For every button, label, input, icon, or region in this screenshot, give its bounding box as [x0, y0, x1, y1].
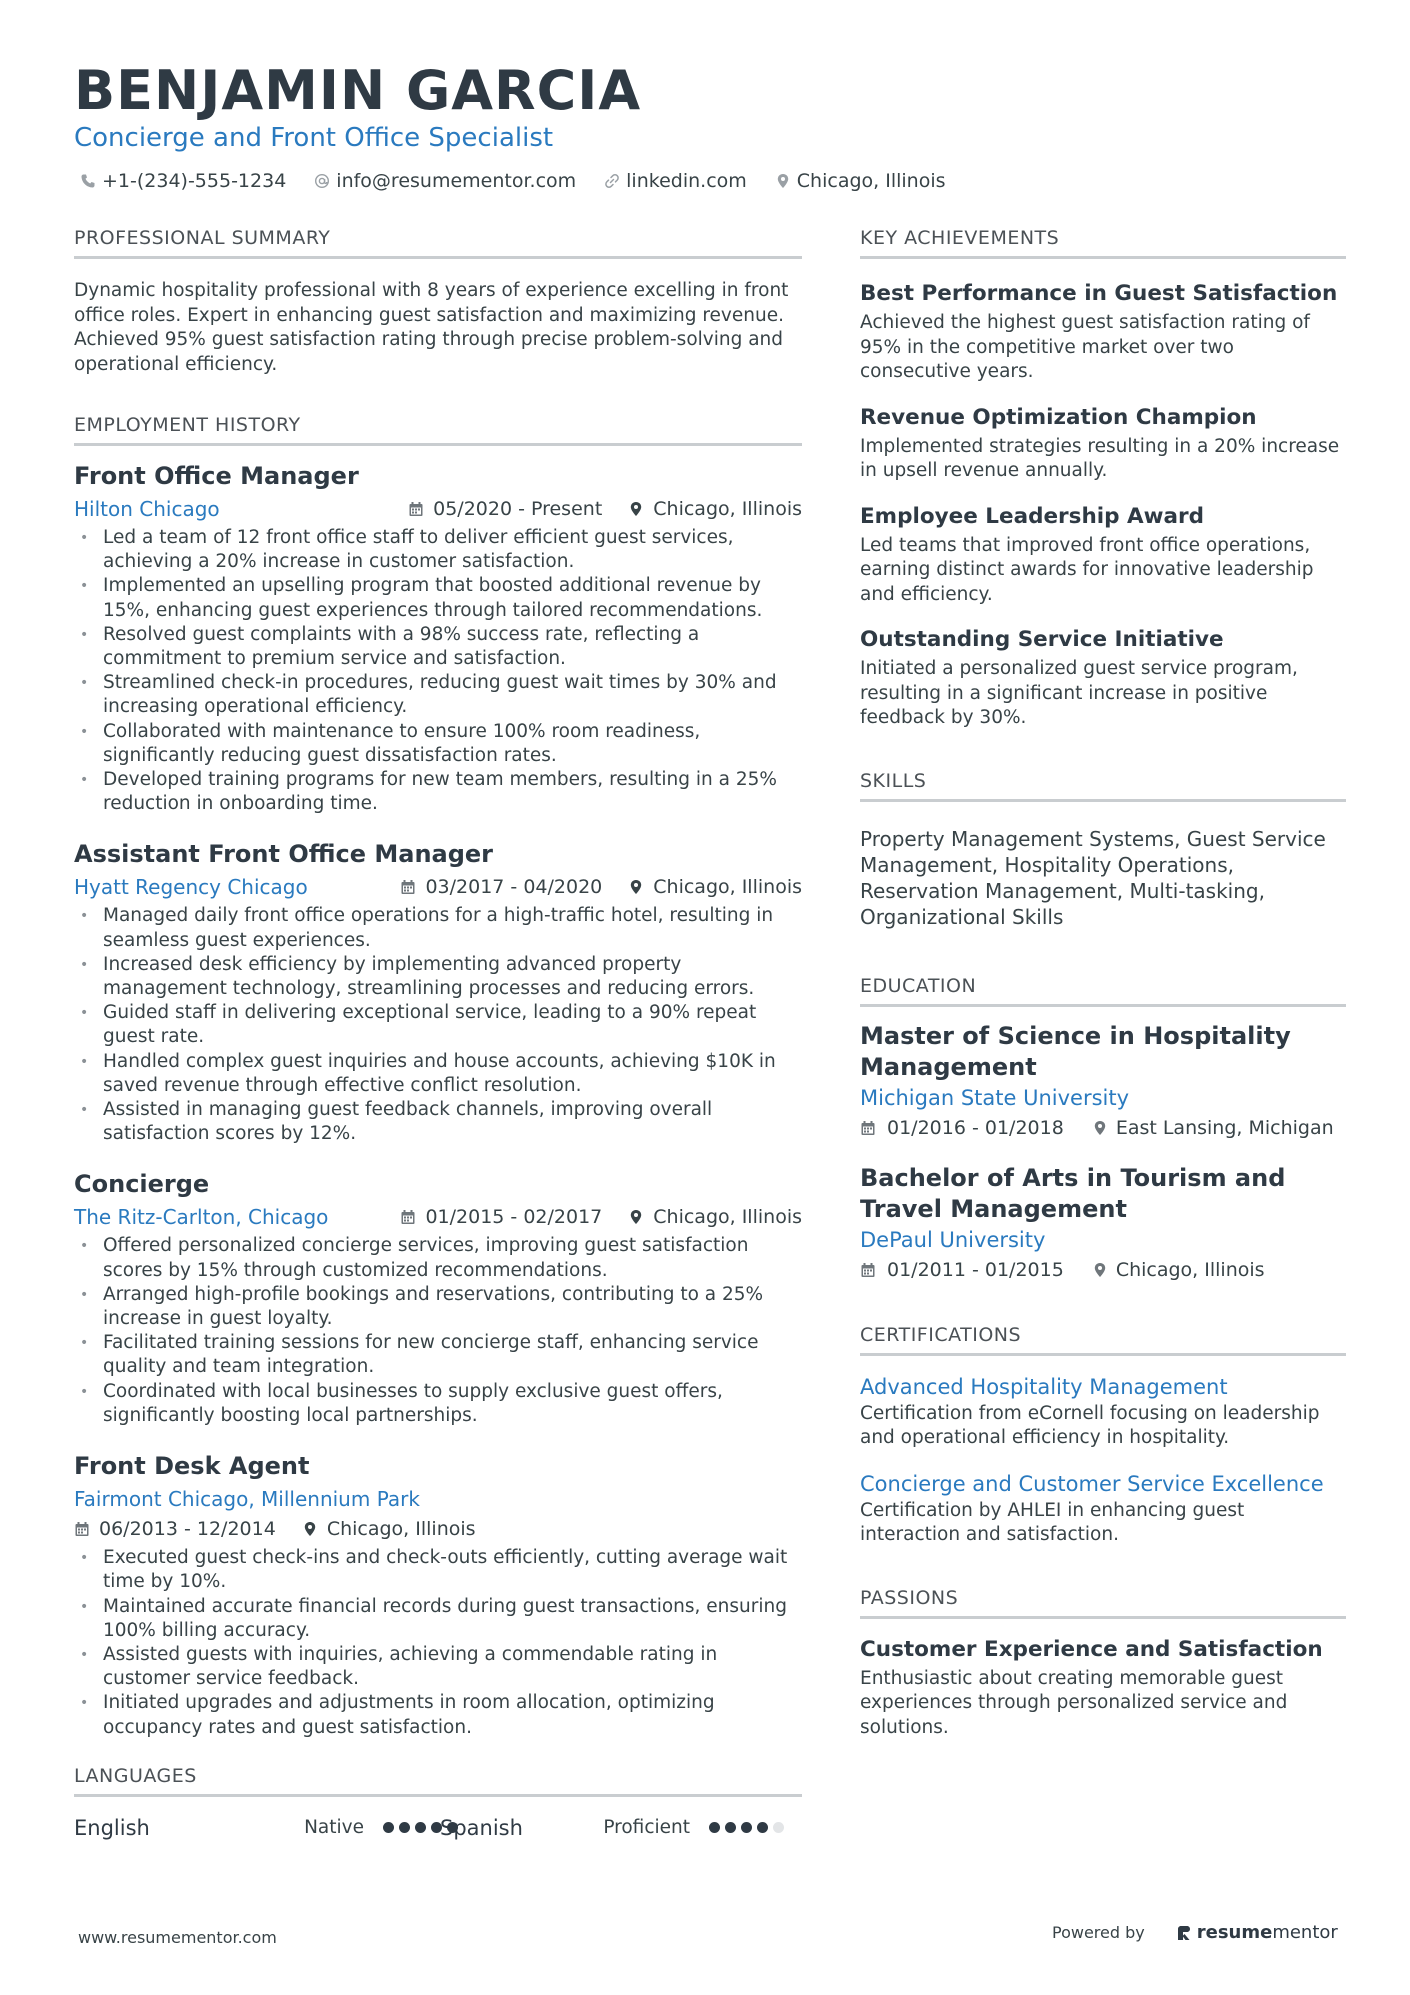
calendar-icon [400, 1209, 416, 1225]
achievement-text: Achieved the highest guest satisfaction rating of 95% in the competitive market over two consecutive years. [860, 312, 1310, 382]
job-title: Front Office Manager [74, 462, 359, 490]
job-bullet: • Led a team of 12 front office staff to deliver efficient guest services, achieving a 20% increase in customer satisfaction. [74, 526, 802, 574]
job-bullet: • Streamlined check-in procedures, reducing guest wait times by 30% and increasing operational efficiency. [74, 671, 802, 719]
language-item [440, 1813, 784, 1843]
job-meta [74, 1514, 802, 1544]
rating-dot-empty [773, 1822, 784, 1833]
achievement-text: Initiated a personalized guest service program, resulting in a significant increase in positive feedback by 30%. [860, 658, 1298, 728]
job-dates [400, 872, 602, 902]
job-entry [74, 1168, 802, 1428]
certification-item [860, 1372, 1346, 1451]
job-bullet: • Assisted in managing guest feedback channels, improving overall satisfaction scores by 12%. [74, 1098, 802, 1146]
rating-dot-filled [383, 1822, 394, 1833]
languages-heading: LANGUAGES [74, 1764, 802, 1797]
education-school: DePaul University [860, 1227, 1046, 1252]
right-column [860, 226, 1346, 1776]
job-bullet: • Increased desk efficiency by implementing advanced property management technology, streamlining processes and reducing errors. [74, 953, 802, 1001]
certification-title: Advanced Hospitality Management [860, 1374, 1228, 1399]
job-bullet: • Maintained accurate financial records during guest transactions, ensuring 100% billing accuracy. [74, 1595, 802, 1643]
certification-title: Concierge and Customer Service Excellence [860, 1471, 1324, 1496]
education-dates [860, 1113, 1064, 1143]
achievements-section [860, 226, 1346, 731]
job-meta [408, 494, 802, 524]
footer-powered [1052, 1922, 1338, 1943]
certifications-heading: CERTIFICATIONS [860, 1323, 1346, 1356]
job-title: Concierge [74, 1170, 210, 1199]
achievement-item [860, 625, 1346, 731]
resumementor-logo-icon [1175, 1924, 1193, 1942]
job-bullet: • Managed daily front office operations for a high-traffic hotel, resulting in seamless guest experiences. [74, 904, 802, 952]
language-level: Proficient [603, 1816, 690, 1838]
rating-dot-filled [415, 1822, 426, 1833]
language-name: Spanish [440, 1815, 523, 1840]
job-dates-text: 06/2013 - 12/2014 [99, 1518, 276, 1541]
achievement-title: Outstanding Service Initiative [860, 627, 1224, 652]
job-entry [74, 838, 802, 1146]
contact-email[interactable] [314, 168, 576, 194]
job-bullet: • Implemented an upselling program that boosted additional revenue by 15%, enhancing guest experiences through tailored recommendations. [74, 574, 802, 622]
passion-item [860, 1635, 1346, 1741]
education-location [1092, 1113, 1334, 1143]
achievement-title: Revenue Optimization Champion [860, 404, 1257, 430]
job-location-text: Chicago, Illinois [653, 876, 802, 899]
job-location-text: Chicago, Illinois [326, 1518, 476, 1541]
achievement-title: Best Performance in Guest Satisfaction [860, 281, 1338, 306]
job-location [628, 872, 802, 902]
job-entry [74, 1450, 802, 1740]
skills-heading: SKILLS [860, 769, 1346, 802]
location-icon [628, 1209, 644, 1225]
education-item [860, 1163, 1346, 1285]
certification-text: Certification from eCornell focusing on leadership and operational efficiency in hospitality. [860, 1402, 1320, 1448]
location-icon [1092, 1120, 1108, 1136]
language-item [74, 1813, 458, 1843]
rating-dot-filled [741, 1822, 752, 1833]
email-icon [314, 173, 330, 189]
achievement-text: Led teams that improved front office operations, earning distinct awards for innovative leadership and efficiency. [860, 534, 1314, 605]
calendar-icon [408, 501, 424, 517]
job-bullets [74, 904, 802, 1146]
education-school: Michigan State University [860, 1085, 1130, 1110]
job-bullet: • Initiated upgrades and adjustments in room allocation, optimizing occupancy rates and guest satisfaction. [74, 1691, 802, 1739]
certification-item [860, 1469, 1346, 1548]
job-dates [400, 1202, 602, 1232]
summary-section [74, 226, 802, 377]
job-bullet: • Offered personalized concierge services, improving guest satisfaction scores by 15% through customized recommendations. [74, 1234, 802, 1282]
achievement-text: Implemented strategies resulting in a 20% increase in upsell revenue annually. [860, 435, 1340, 481]
left-column [74, 226, 802, 1879]
contact-linkedin-text: linkedin.com [626, 170, 747, 192]
education-item [860, 1021, 1346, 1143]
candidate-name: BENJAMIN GARCIA [74, 59, 642, 122]
powered-by-label: Powered by [1052, 1923, 1145, 1942]
company-name: Hilton Chicago [74, 497, 220, 521]
contact-linkedin[interactable] [604, 168, 747, 194]
education-meta [860, 1255, 1346, 1285]
job-dates-text: 01/2015 - 02/2017 [425, 1206, 603, 1229]
calendar-icon [74, 1521, 90, 1537]
education-dates-text: 01/2016 - 01/2018 [887, 1116, 1064, 1139]
location-icon [628, 879, 644, 895]
job-bullets [74, 1234, 802, 1428]
job-title: Front Desk Agent [74, 1452, 310, 1481]
education-location [1092, 1255, 1265, 1285]
education-dates-text: 01/2011 - 01/2015 [887, 1258, 1064, 1281]
education-location-text: Chicago, Illinois [1115, 1258, 1265, 1281]
job-bullets [74, 1546, 802, 1740]
languages-section [74, 1764, 802, 1843]
company-name: Hyatt Regency Chicago [74, 875, 308, 900]
passions-section [860, 1586, 1346, 1741]
contact-email-text: info@resumementor.com [336, 170, 577, 192]
education-heading: EDUCATION [860, 974, 1346, 1007]
contact-phone [80, 168, 286, 194]
calendar-icon [860, 1262, 876, 1278]
job-bullet: • Arranged high-profile bookings and reservations, contributing to a 25% increase in guest loyalty. [74, 1283, 802, 1331]
summary-heading: PROFESSIONAL SUMMARY [74, 226, 802, 259]
job-location-text: Chicago, Illinois [653, 498, 802, 520]
passions-heading: PASSIONS [860, 1586, 1346, 1619]
education-section [860, 974, 1346, 1285]
education-degree: Master of Science in Hospitality Management [860, 1021, 1291, 1081]
language-rating [704, 1822, 784, 1833]
job-location [628, 1202, 802, 1232]
language-list [74, 1813, 802, 1843]
contact-location [775, 168, 946, 194]
job-info-row [74, 1484, 802, 1514]
rating-dot-filled [725, 1822, 736, 1833]
job-bullets [74, 526, 802, 816]
job-dates [74, 1514, 276, 1544]
company-name: Fairmont Chicago, Millennium Park [74, 1487, 420, 1512]
rating-dot-filled [709, 1822, 720, 1833]
passion-title: Customer Experience and Satisfaction [860, 1636, 1323, 1662]
job-bullet: • Facilitated training sessions for new concierge staff, enhancing service quality and team integration. [74, 1331, 802, 1379]
location-icon [1092, 1262, 1108, 1278]
education-meta [860, 1113, 1346, 1143]
job-entry [74, 460, 802, 816]
job-info-row [74, 1202, 802, 1232]
job-bullet: • Developed training programs for new team members, resulting in a 25% reduction in onboarding time. [74, 768, 802, 816]
achievement-title: Employee Leadership Award [860, 503, 1204, 529]
job-location [628, 494, 802, 524]
location-icon [302, 1521, 318, 1537]
job-bullet: • Resolved guest complaints with a 98% success rate, reflecting a commitment to premium service and satisfaction. [74, 623, 802, 671]
job-dates [408, 494, 602, 524]
location-icon [628, 501, 644, 517]
certification-text: Certification by AHLEI in enhancing guest interaction and satisfaction. [860, 1499, 1245, 1545]
calendar-icon [400, 879, 416, 895]
job-location-text: Chicago, Illinois [653, 1206, 802, 1229]
job-bullet: • Collaborated with maintenance to ensure 100% room readiness, significantly reducing guest dissatisfaction rates. [74, 720, 802, 768]
education-location-text: East Lansing, Michigan [1115, 1116, 1334, 1139]
employment-heading: EMPLOYMENT HISTORY [74, 413, 802, 446]
brand-text-part1: resume [1196, 1922, 1273, 1943]
skills-text: Property Management Systems, Guest Service Management, Hospitality Operations, Reservation Management, Multi-tasking, Organizational Skills [860, 826, 1326, 929]
skills-section [860, 769, 1346, 930]
candidate-role: Concierge and Front Office Specialist [74, 123, 554, 153]
language-name: English [74, 1815, 150, 1840]
phone-icon [80, 173, 96, 189]
location-icon [775, 173, 791, 189]
brand-text-part2: mentor [1272, 1922, 1338, 1943]
achievement-item [860, 502, 1346, 608]
calendar-icon [860, 1120, 876, 1136]
contact-location-text: Chicago, Illinois [796, 170, 946, 192]
footer-website[interactable]: www.resumementor.com [78, 1928, 277, 1947]
job-title: Assistant Front Office Manager [74, 840, 494, 869]
summary-text: Dynamic hospitality professional with 8 years of experience excelling in front office roles. Expert in enhancing guest satisfaction and maximizing revenue. Achieved 95% guest satisfaction rating through precise problem-solving and operational efficiency. [74, 280, 789, 375]
job-info-row [74, 872, 802, 902]
rating-dot-filled [399, 1822, 410, 1833]
job-meta [400, 872, 802, 902]
job-bullet: • Assisted guests with inquiries, achieving a commendable rating in customer service feedback. [74, 1643, 802, 1691]
achievements-heading: KEY ACHIEVEMENTS [860, 226, 1346, 259]
job-dates-text: 05/2020 - Present [433, 498, 603, 520]
achievement-item [860, 403, 1346, 484]
contact-phone-text: +1-(234)-555-1234 [102, 170, 287, 192]
job-bullet: • Handled complex guest inquiries and house accounts, achieving $10K in saved revenue through effective conflict resolution. [74, 1050, 802, 1098]
job-info-row [74, 494, 802, 524]
rating-dot-filled [757, 1822, 768, 1833]
language-level: Native [304, 1816, 364, 1838]
company-name: The Ritz-Carlton, Chicago [74, 1205, 329, 1230]
brand-logo[interactable] [1175, 1922, 1338, 1943]
education-dates [860, 1255, 1064, 1285]
contact-bar [80, 168, 974, 194]
job-meta [400, 1202, 802, 1232]
certifications-section [860, 1323, 1346, 1548]
employment-section [74, 413, 802, 1740]
job-location [302, 1514, 476, 1544]
job-bullet: • Coordinated with local businesses to supply exclusive guest offers, significantly boosting local partnerships. [74, 1380, 802, 1428]
achievement-item [860, 279, 1346, 385]
passion-text: Enthusiastic about creating memorable guest experiences through personalized service and solutions. [860, 1667, 1288, 1738]
job-dates-text: 03/2017 - 04/2020 [425, 876, 603, 899]
job-bullet: • Guided staff in delivering exceptional service, leading to a 90% repeat guest rate. [74, 1001, 802, 1049]
link-icon [604, 173, 620, 189]
education-degree: Bachelor of Arts in Tourism and Travel Management [860, 1163, 1286, 1223]
job-bullet: • Executed guest check-ins and check-outs efficiently, cutting average wait time by 10%. [74, 1546, 802, 1594]
